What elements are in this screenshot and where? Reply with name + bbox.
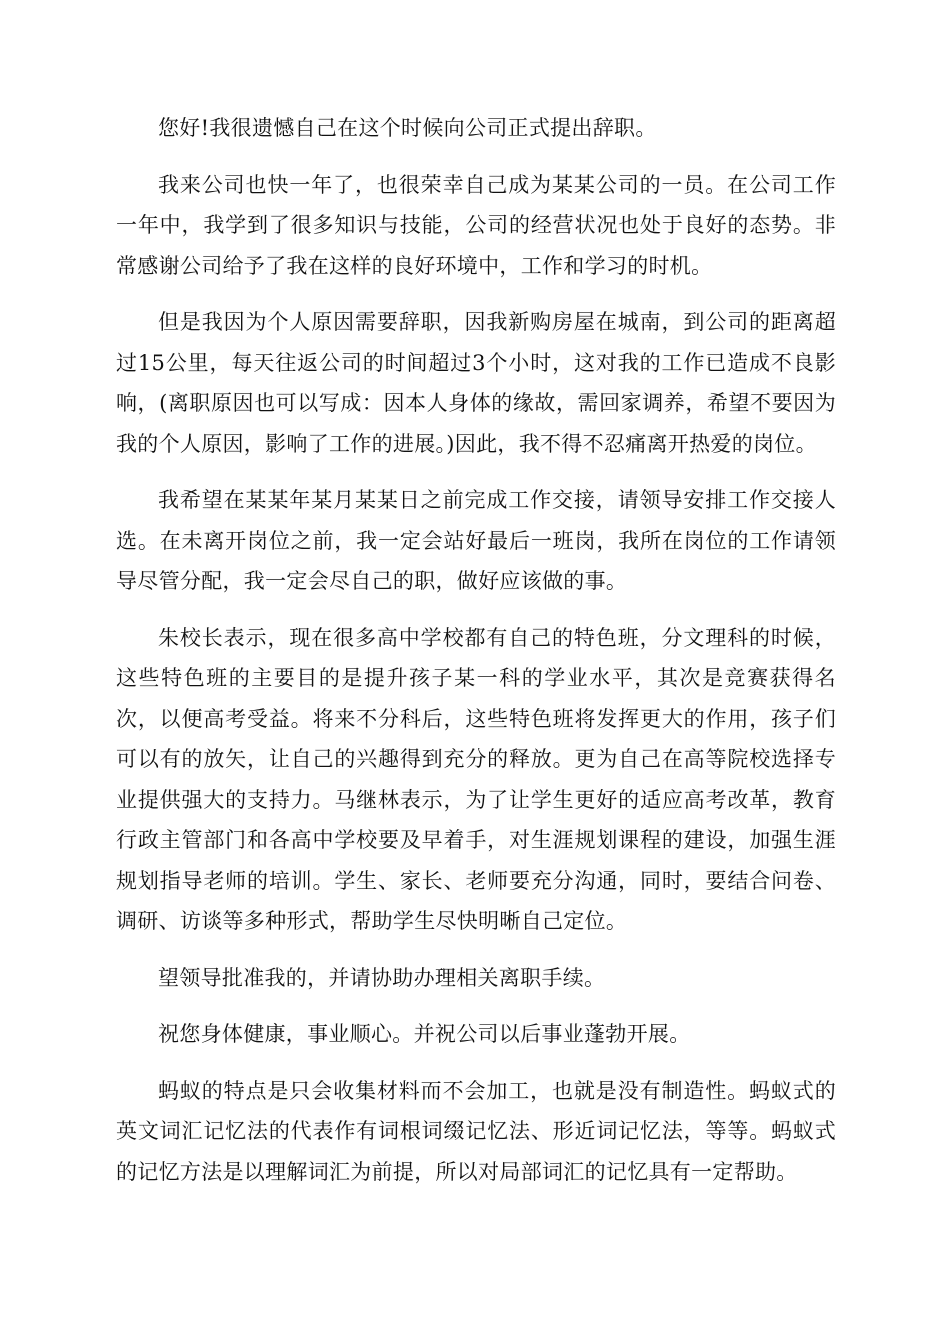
paragraph-request: 望领导批准我的，并请协助办理相关离职手续。 — [158, 965, 606, 990]
document-body — [116, 108, 836, 1208]
paragraph-gratitude: 我来公司也快一年了，也很荣幸自己成为某某公司的一员。在公司工作一年中，我学到了很多知识与技能，公司的经营状况也处于良好的态势。非常感谢公司给予了我在这样的良好环境中，工作和学习的时机。 — [116, 172, 836, 278]
paragraph-greeting: 您好!我很遗憾自己在这个时候向公司正式提出辞职。 — [158, 116, 657, 140]
paragraph-reason: 但是我因为个人原因需要辞职，因我新购房屋在城南，到公司的距离超过15公里，每天往返公司的时间超过3个小时，这对我的工作已造成不良影响，(离职原因也可以写成：因本人身体的缘故，需回家调养，希望不要因为我的个人原因，影响了工作的进展。)因此，我不得不忍痛离开热爱的岗位。 — [116, 310, 836, 456]
paragraph-handover: 我希望在某某年某月某某日之前完成工作交接，请领导安排工作交接人选。在未离开岗位之前，我一定会站好最后一班岗，我所在岗位的工作请领导尽管分配，我一定会尽自己的职，做好应该做的事。 — [116, 488, 836, 593]
paragraph-memory-method: 蚂蚁的特点是只会收集材料而不会加工，也就是没有制造性。蚂蚁式的英文词汇记忆法的代表作有词根词缀记忆法、形近词记忆法，等等。蚂蚁式的记忆方法是以理解词汇为前提，所以对局部词汇的记忆具有一定帮助。 — [116, 1078, 836, 1184]
paragraph-education: 朱校长表示，现在很多高中学校都有自己的特色班，分文理科的时候，这些特色班的主要目的是提升孩子某一科的学业水平，其次是竞赛获得名次，以便高考受益。将来不分科后，这些特色班将发挥更大的作用，孩子们可以有的放矢，让自己的兴趣得到充分的释放。更为自己在高等院校选择专业提供强大的支持力。马继林表示，为了让学生更好的适应高考改革，教育行政主管部门和各高中学校要及早着手，对生涯规划课程的建设，加强生涯规划指导老师的培训。学生、家长、老师要充分沟通，同时，要结合问卷、调研、访谈等多种形式，帮助学生尽快明晰自己定位。 — [116, 625, 836, 933]
paragraph-wishes: 祝您身体健康，事业顺心。并祝公司以后事业蓬勃开展。 — [158, 1022, 691, 1046]
